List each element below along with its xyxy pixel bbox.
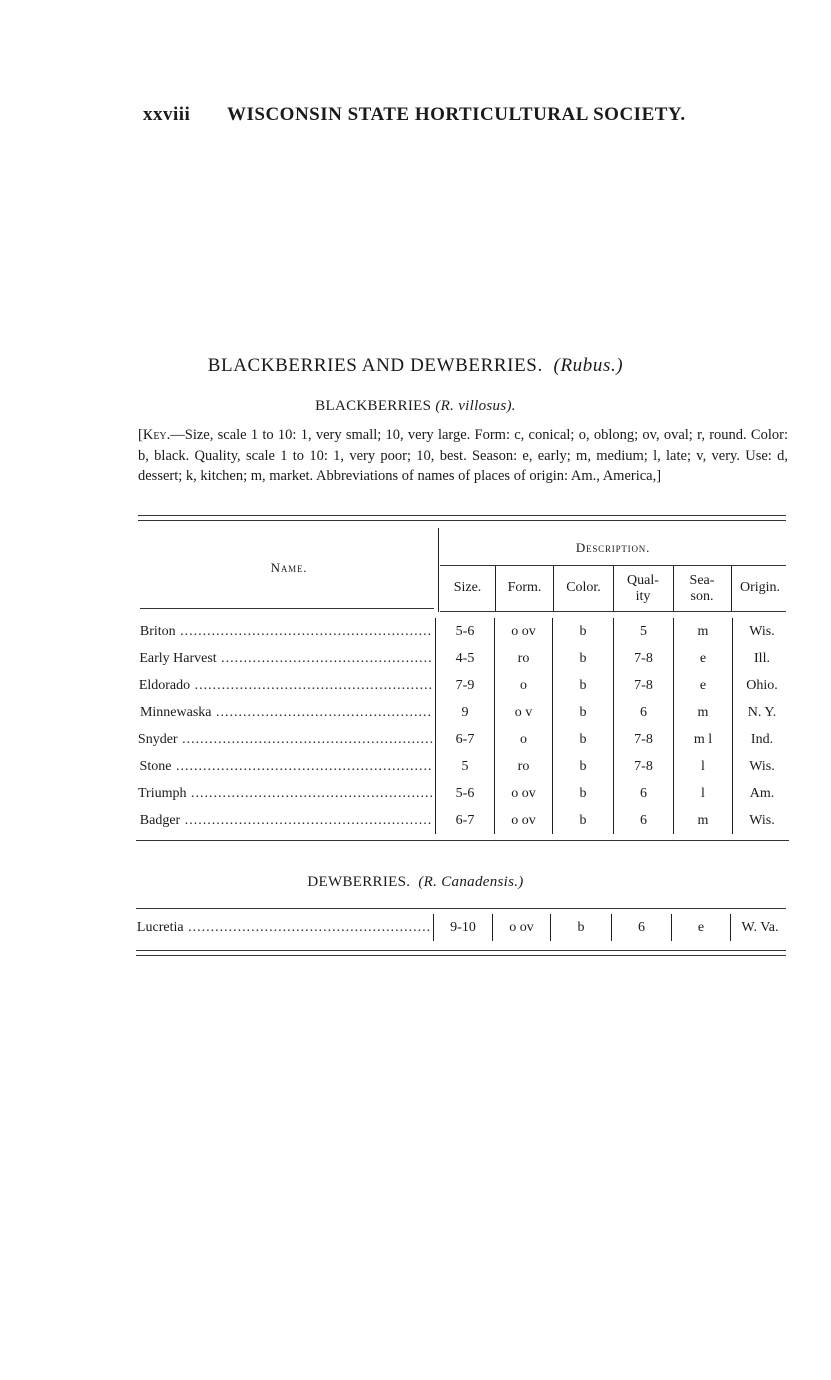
row-color-text: b [579, 812, 587, 828]
header-divider [613, 566, 614, 612]
row-season [674, 807, 733, 834]
row-name [137, 672, 436, 699]
col-header-season: Sea-son. [689, 573, 715, 604]
row-season [674, 618, 733, 645]
row-season [674, 672, 733, 699]
row-color-text: b [579, 704, 587, 720]
header-bottom-rule [440, 611, 786, 612]
key-text: —Size, scale 1 to 10: 1, very small; 10, very large. Form: c, conical; o, oblong; ov, oval; r, round. Color: b, black. Quality, scale 1 to 10: 1, very poor; 10, best. Season: e, early; m, medium; l, late; v, very. Use: d, dessert; k, kitchen; m, market. Abbreviations of names of places of origin: Am., America,] [138, 427, 788, 484]
row-season [674, 726, 733, 753]
row-name [137, 807, 436, 834]
table-bottom-rule [136, 840, 789, 841]
table-row [135, 914, 789, 941]
key-paragraph [138, 425, 788, 487]
table-top-rule-2 [138, 520, 786, 521]
running-header [143, 104, 723, 126]
row-form-text: ro [517, 650, 530, 666]
row-color-text: b [579, 677, 587, 693]
col-header-form: Form. [507, 580, 542, 595]
row-origin [731, 914, 790, 941]
row-quality [614, 780, 674, 807]
row-origin [733, 645, 792, 672]
row-size [436, 780, 495, 807]
leader-dots: ...................................................... [183, 919, 432, 935]
row-name [137, 726, 436, 753]
blackberries-title [0, 398, 831, 415]
row-form-text: o [520, 731, 527, 747]
row-form [495, 807, 553, 834]
row-name [137, 753, 436, 780]
row-size-text: 9-10 [450, 919, 476, 935]
running-title: WISCONSIN STATE HORTICULTURAL SOCIETY. [227, 104, 686, 125]
dew-bottom-rule [136, 950, 786, 951]
key-label: Key. [142, 427, 171, 443]
row-form [495, 645, 553, 672]
row-name-text: Minnewaska [139, 704, 212, 720]
key-open-bracket: [ [138, 427, 143, 443]
row-origin-text: Ind. [750, 731, 774, 747]
row-quality-text: 6 [640, 812, 647, 828]
row-form-text: ro [517, 758, 530, 774]
row-color [551, 914, 612, 941]
name-column-header: Name. [270, 560, 308, 575]
row-name [135, 914, 434, 941]
row-size [436, 645, 495, 672]
row-season [674, 645, 733, 672]
row-color [553, 807, 614, 834]
row-color-text: b [579, 785, 587, 801]
row-name [137, 699, 436, 726]
row-origin-text: W. Va. [741, 919, 779, 935]
header-divider [673, 566, 674, 612]
row-quality [614, 618, 674, 645]
row-quality-text: 7-8 [634, 731, 653, 747]
row-color [553, 726, 614, 753]
row-form [495, 699, 553, 726]
row-color [553, 780, 614, 807]
row-size-text: 7-9 [455, 677, 475, 693]
row-name [137, 780, 436, 807]
row-quality [614, 807, 674, 834]
dewberries-title-text: DEWBERRIES. [307, 874, 411, 890]
row-size [436, 753, 495, 780]
dewberries-table [135, 914, 789, 941]
row-color-text: b [579, 731, 587, 747]
row-quality [614, 753, 674, 780]
row-origin-text: Wis. [749, 758, 775, 774]
row-form-text: o ov [511, 623, 536, 639]
row-quality-text: 6 [640, 785, 647, 801]
blackberries-species: (R. villosus). [435, 398, 516, 414]
row-size [436, 618, 495, 645]
blackberries-table [137, 618, 791, 834]
row-form [495, 780, 553, 807]
row-form-text: o ov [509, 919, 534, 935]
row-origin [733, 672, 792, 699]
row-origin [733, 726, 792, 753]
row-quality-text: 7-8 [634, 758, 653, 774]
row-origin-text: N. Y. [747, 704, 777, 720]
row-origin [733, 699, 792, 726]
row-name-text: Snyder [137, 731, 178, 747]
row-color [553, 699, 614, 726]
row-name [137, 645, 436, 672]
row-name-text: Eldorado [138, 677, 191, 693]
col-header-color: Color. [566, 580, 601, 595]
table-row [137, 645, 791, 672]
row-season-text: l [701, 785, 705, 801]
header-bottom-rule [140, 608, 434, 609]
row-season [674, 780, 733, 807]
row-quality [614, 672, 674, 699]
col-header-size: Size. [453, 580, 482, 595]
row-origin [733, 780, 792, 807]
blackberries-title-text: BLACKBERRIES [315, 398, 432, 414]
row-season-text: m l [693, 731, 713, 747]
row-origin-text: Wis. [749, 623, 775, 639]
row-quality [614, 645, 674, 672]
row-quality [614, 699, 674, 726]
table-row [137, 780, 791, 807]
row-season-text: m [697, 623, 709, 639]
row-form [495, 672, 553, 699]
row-origin [733, 618, 792, 645]
row-form [493, 914, 551, 941]
page-folio: xxviii [143, 104, 191, 125]
row-season-text: m [697, 704, 709, 720]
row-color [553, 672, 614, 699]
leader-dots: ............................................... [216, 650, 433, 666]
table-row [137, 699, 791, 726]
row-color [553, 645, 614, 672]
row-quality [612, 914, 672, 941]
row-color-text: b [577, 919, 585, 935]
row-season-text: l [701, 758, 705, 774]
row-form-text: o ov [511, 785, 536, 801]
row-size [436, 726, 495, 753]
row-quality [614, 726, 674, 753]
row-size-text: 5-6 [455, 785, 475, 801]
row-size-text: 5 [461, 758, 469, 774]
row-season [674, 753, 733, 780]
table-row [137, 807, 791, 834]
row-size-text: 9 [461, 704, 469, 720]
section-title [0, 355, 831, 377]
row-color-text: b [579, 650, 587, 666]
row-size [436, 807, 495, 834]
leader-dots: ....................................................... [180, 812, 433, 828]
row-form [495, 726, 553, 753]
row-origin-text: Am. [749, 785, 775, 801]
row-season-text: e [699, 650, 707, 666]
leader-dots: ........................................................ [177, 731, 435, 747]
row-origin-text: Ohio. [746, 677, 778, 693]
row-color-text: b [579, 758, 587, 774]
dewberries-species: (R. Canadensis.) [418, 874, 524, 890]
table-row [137, 726, 791, 753]
row-form [495, 753, 553, 780]
dew-bottom-rule-2 [136, 955, 786, 956]
row-season-text: m [697, 812, 709, 828]
row-quality-text: 7-8 [634, 677, 653, 693]
row-color [553, 753, 614, 780]
row-name-text: Triumph [137, 785, 187, 801]
row-season [674, 699, 733, 726]
row-size [436, 699, 495, 726]
row-season-text: e [697, 919, 705, 935]
row-name-text: Lucretia [136, 919, 184, 935]
row-name [137, 618, 436, 645]
row-size-text: 6-7 [455, 731, 475, 747]
row-origin [733, 807, 792, 834]
row-origin-text: Wis. [749, 812, 775, 828]
section-title-text: BLACKBERRIES AND DEWBERRIES. [207, 355, 543, 376]
description-header: Description. [575, 540, 651, 555]
row-quality-text: 7-8 [634, 650, 653, 666]
section-genus: (Rubus.) [553, 355, 624, 376]
row-form-text: o ov [511, 812, 536, 828]
row-color [553, 618, 614, 645]
row-quality-text: 5 [640, 623, 647, 639]
col-header-quality: Qual-ity [627, 573, 659, 604]
leader-dots: ........................................................ [175, 623, 433, 639]
table-row [137, 672, 791, 699]
table-row [137, 618, 791, 645]
row-origin-text: Ill. [754, 650, 770, 666]
row-name-text: Briton [139, 623, 176, 639]
table-row [137, 753, 791, 780]
row-size [436, 672, 495, 699]
leader-dots: ......................................................... [171, 758, 433, 774]
row-quality-text: 6 [640, 704, 647, 720]
header-divider [438, 528, 439, 612]
col-header-origin: Origin. [739, 580, 781, 595]
row-form [495, 618, 553, 645]
row-season-text: e [699, 677, 707, 693]
row-form-text: o v [514, 704, 533, 720]
row-quality-text: 6 [638, 919, 645, 935]
row-origin [733, 753, 792, 780]
row-season [672, 914, 731, 941]
row-size-text: 6-7 [455, 812, 475, 828]
row-size [434, 914, 493, 941]
row-name-text: Early Harvest [139, 650, 217, 666]
row-size-text: 4-5 [455, 650, 475, 666]
dewberries-title [0, 874, 831, 891]
leader-dots: ..................................................... [190, 677, 434, 693]
row-name-text: Badger [139, 812, 181, 828]
row-color-text: b [579, 623, 587, 639]
leader-dots: ...................................................... [186, 785, 434, 801]
row-size-text: 5-6 [455, 623, 475, 639]
leader-dots: ................................................ [211, 704, 433, 720]
row-name-text: Stone [139, 758, 172, 774]
dew-top-rule [136, 908, 786, 909]
table-top-rule [138, 515, 786, 516]
row-form-text: o [520, 677, 527, 693]
